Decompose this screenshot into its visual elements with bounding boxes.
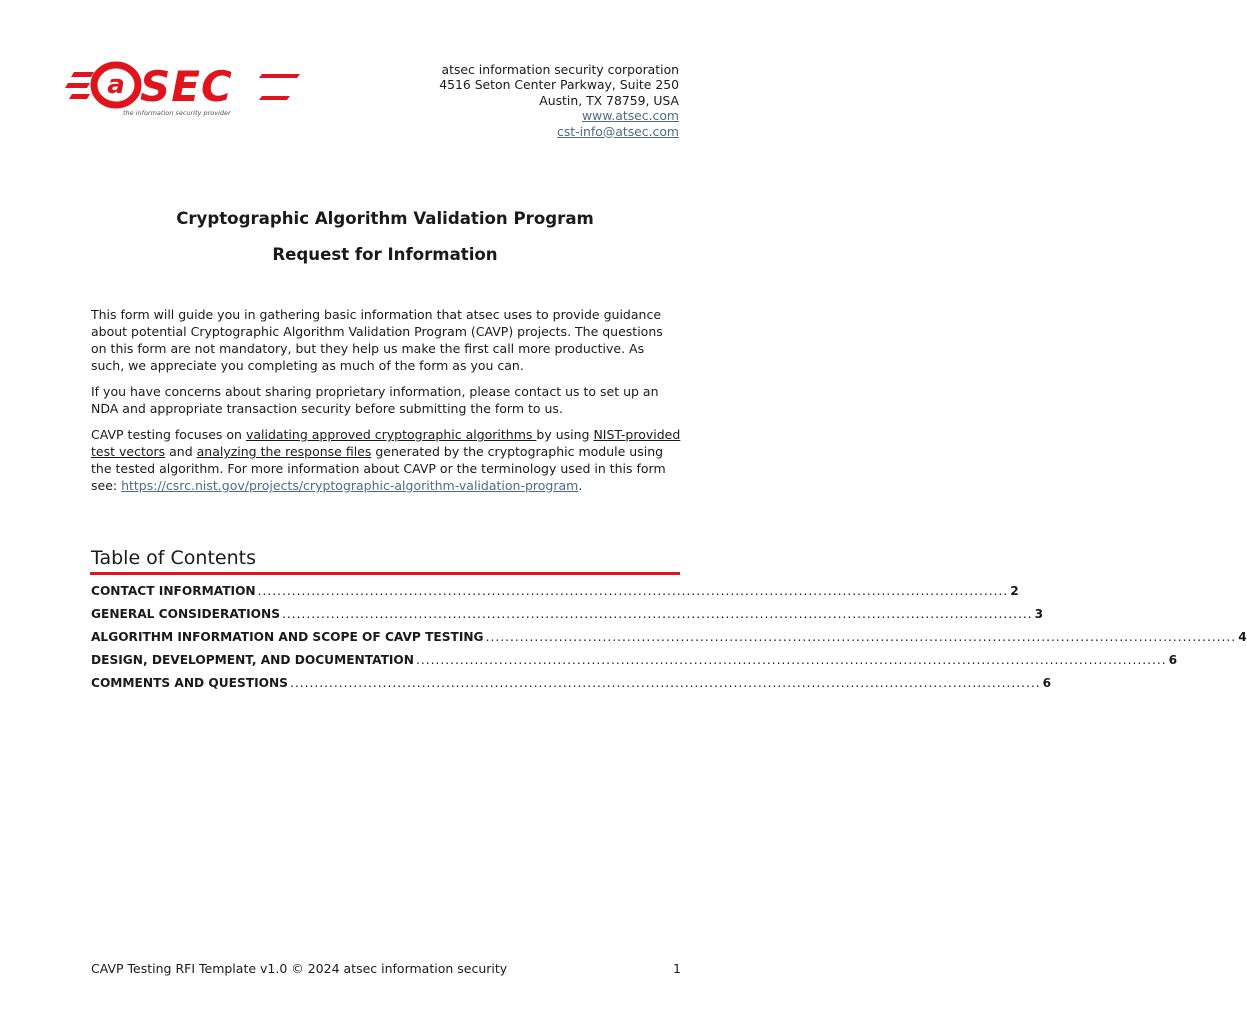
toc-entry-design-development[interactable] [91,653,1178,676]
toc-entry-label: DESIGN, DEVELOPMENT, AND DOCUMENTATION [91,653,414,667]
toc-leader: .......................................................................................................................................................... [415,653,1167,667]
cavp-url-link[interactable]: https://csrc.nist.gov/projects/cryptographic-algorithm-validation-program [121,478,579,493]
toc-leader: .......................................................................................................................................................... [282,607,1033,621]
company-address [439,62,679,139]
svg-text:a: a [107,70,125,100]
address-line-2: Austin, TX 78759, USA [539,92,679,108]
intro-paragraph-1: This form will guide you in gathering basic information that atsec uses to provide guidance about potential Cryptographic Algorithm Validation Program (CAVP) projects. The questions on this form are not mandatory, but they help us make the first call more productive. As such, we appreciate you completing as much of the form as you can. [91,307,663,373]
atsec-logo [68,58,304,120]
page-number: 1 [673,961,681,976]
toc-entry-label: COMMENTS AND QUESTIONS [91,676,288,690]
toc-entry-label: GENERAL CONSIDERATIONS [91,607,280,621]
toc-entry-contact-information[interactable] [91,584,1019,607]
toc-entry-page: 6 [1168,653,1178,667]
test-vectors-link[interactable]: NIST-provided test vectors [91,427,681,459]
company-name: atsec information security corporation [441,62,679,77]
address-line-1: 4516 Seton Center Parkway, Suite 250 [439,77,679,93]
toc-leader: .......................................................................................................................................................... [485,630,1237,644]
intro-paragraph-2: If you have concerns about sharing proprietary information, please contact us to set up an NDA and appropriate transaction security before submitting the form to us. [91,384,659,416]
intro-text [91,306,681,503]
toc-leader: .......................................................................................................................................................... [257,584,1009,598]
page-footer [91,961,681,976]
footer-text: CAVP Testing RFI Template v1.0 © 2024 atsec information security [91,961,508,976]
toc-entry-page: 6 [1042,676,1052,690]
website-link[interactable]: www.atsec.com [582,108,679,124]
table-of-contents [91,584,1247,699]
response-files-link[interactable]: analyzing the response files [196,444,372,459]
toc-entry-label: ALGORITHM INFORMATION AND SCOPE OF CAVP TESTING [91,630,484,644]
toc-divider [90,572,680,575]
toc-entry-page: 2 [1010,584,1019,598]
document-subtitle: Request for Information [272,245,498,264]
toc-entry-algorithm-information[interactable] [91,630,1247,653]
toc-entry-page: 3 [1034,607,1044,621]
toc-leader: .......................................................................................................................................................... [289,676,1041,690]
email-link[interactable]: cst-info@atsec.com [557,123,679,139]
document-title: Cryptographic Algorithm Validation Program [176,209,594,228]
toc-entry-general-considerations[interactable] [91,607,1044,630]
toc-entry-label: CONTACT INFORMATION [91,584,256,598]
svg-text:SEC: SEC [140,62,233,111]
validating-algorithms-link[interactable]: validating approved cryptographic algorithms [245,427,537,442]
toc-entry-page: 4 [1238,630,1247,644]
intro-paragraph-3: CAVP testing focuses on validating approved cryptographic algorithms by using NIST-provided test vectors and analyzing the response files generated by the cryptographic module using the tested algorithm. For more information about CAVP or the terminology used in this form see: https://csrc.nist.gov/projects/cryptographic-algorithm-validation-program. [91,427,681,493]
logo-tagline: the information security provider [123,109,231,117]
toc-heading: Table of Contents [91,547,256,569]
toc-entry-comments-questions[interactable] [91,676,1052,699]
